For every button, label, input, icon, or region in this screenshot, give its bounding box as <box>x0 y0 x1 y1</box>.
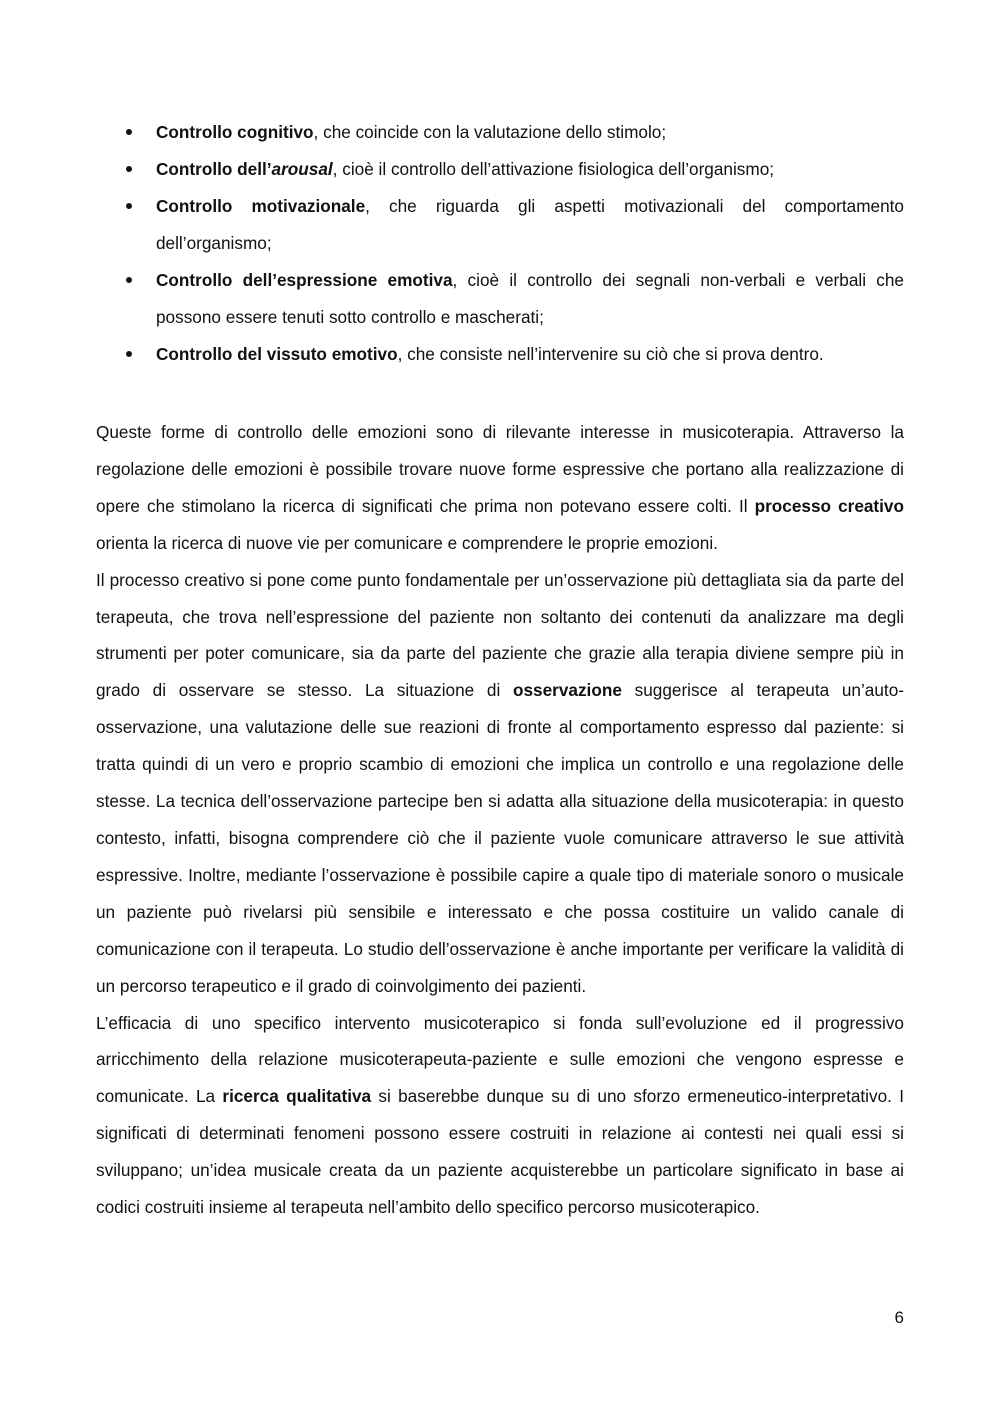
list-item-term: Controllo dell’ <box>156 159 272 179</box>
term-ricerca-qualitativa: ricerca qualitativa <box>222 1086 372 1107</box>
bullet-icon <box>126 203 132 209</box>
list-item-term: Controllo motivazionale <box>156 196 366 216</box>
term-osservazione: osservazione <box>512 680 622 701</box>
list-item <box>96 114 904 151</box>
list-item-text: , che coincide con la valutazione dello stimolo; <box>313 122 667 142</box>
paragraph-emotion-control: Queste forme di controllo delle emozioni sono di rilevante interesse in musicoterapia. Attraverso la regolazione delle emozioni è possibile trovare nuove forme espressive che portano alla realizzazione di opere che stimolano la ricerca di significati che prima non potevano essere colti. Il processo creativo orienta la ricerca di nuove vie per comunicare e comprendere le proprie emozioni. <box>96 422 904 553</box>
paragraph-qualitative-research: L’efficacia di uno specifico intervento musicoterapico si fonda sull’evoluzione ed il progressivo arricchimento della relazione musicoterapeuta-paziente e sulle emozioni che vengono espresse e comunicate. La ricerca qualitativa si baserebbe dunque su di uno sforzo ermeneutico-interpretativo. I significati di determinati fenomeni possono essere costruiti in relazione ai contesti nei quali essi si sviluppano; un’idea musicale creata da un paziente acquisterebbe un particolare significato in base ai codici costruiti insieme al terapeuta nell’ambito dello specifico percorso musicoterapico. <box>96 1012 904 1218</box>
list-item <box>96 336 904 373</box>
list-item-term: Controllo dell’espressione emotiva <box>156 270 453 290</box>
list-item-text: , cioè il controllo dell’attivazione fisiologica dell’organismo; <box>332 159 775 179</box>
list-item <box>96 188 904 262</box>
list-item-text: , che riguarda gli aspetti motivazionali del comportamento dell’organismo; <box>156 196 904 253</box>
list-item-text: , che consiste nell’intervenire su ciò che si prova dentro. <box>397 344 824 364</box>
bullet-icon <box>126 277 132 283</box>
list-item <box>96 151 904 188</box>
list-item-term: Controllo del vissuto emotivo <box>156 344 398 364</box>
control-types-list <box>96 114 904 373</box>
page-number: 6 <box>894 1308 904 1327</box>
bullet-icon <box>126 129 132 135</box>
bullet-icon <box>126 351 132 357</box>
bullet-icon <box>126 166 132 172</box>
list-item-term: Controllo cognitivo <box>156 122 314 142</box>
body-text <box>96 414 904 1226</box>
paragraph-observation: Il processo creativo si pone come punto fondamentale per un’osservazione più dettagliata sia da parte del terapeuta, che trova nell’espressione del paziente non soltanto dei contenuti da analizzare ma degli strumenti per poter comunicare, sia da parte del paziente che grazie alla terapia diviene sempre più in grado di osservare se stesso. La situazione di osservazione suggerisce al terapeuta un’auto-osservazione, una valutazione delle sue reazioni di fronte al comportamento espresso dal paziente: si tratta quindi di un vero e proprio scambio di emozioni che implica un controllo e una regolazione delle stesse. La tecnica dell’osservazione partecipe ben si adatta alla situazione della musicoterapia: in questo contesto, infatti, bisogna comprendere ciò che il paziente vuole comunicare attraverso le sue attività espressive. Inoltre, mediante l’osservazione è possibile capire a quale tipo di materiale sonoro o musicale un paziente può rivelarsi più sensibile e interessato e che possa costituire un valido canale di comunicazione con il terapeuta. Lo studio dell’osservazione è anche importante per verificare la validità di un percorso terapeutico e il grado di coinvolgimento dei pazienti. <box>96 569 904 996</box>
term-processo-creativo: processo creativo <box>754 495 904 516</box>
list-item <box>96 262 904 336</box>
list-item-term-italic: arousal <box>271 159 333 179</box>
list-item-text: , cioè il controllo dei segnali non-verbali e verbali che possono essere tenuti sotto controllo e mascherati; <box>156 270 904 327</box>
